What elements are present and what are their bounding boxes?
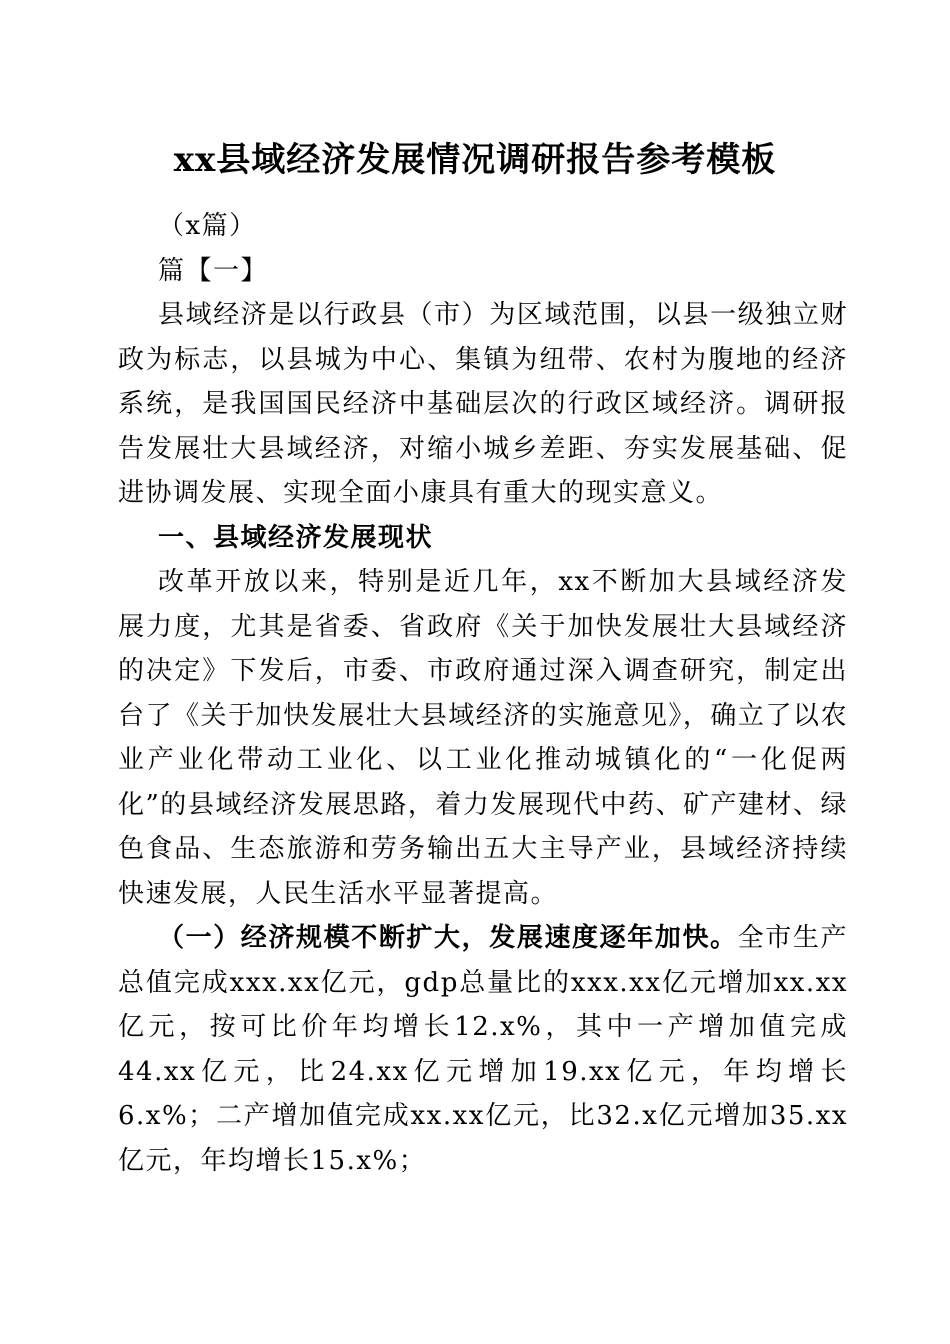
paragraph-status: 改革开放以来，特别是近几年，xx不断加大县域经济发展力度，尤其是省委、省政府《关于加快发展壮大县域经济的决定》下发后，市委、市政府通过深入调查研究，制定出台了《关于加快发展壮大县域经济的实施意见》，确立了以农业产业化带动工业化、以工业化推动城镇化的“一化促两化”的县域经济发展思路，着力发展现代中药、矿产建材、绿色食品、生态旅游和劳务输出五大主导产业，县域经济持续快速发展，人民生活水平显著提高。: [118, 567, 848, 909]
document-body: [118, 204, 848, 1183]
document-subtitle: （x篇）: [158, 211, 257, 241]
paragraph-economic-scale: [118, 916, 848, 1183]
paragraph-intro: 县域经济是以行政县（市）为区域范围，以县一级独立财政为标志，以县城为中心、集镇为纽带、农村为腹地的经济系统，是我国国民经济中基础层次的行政区域经济。调研报告发展壮大县域经济，对缩小城乡差距、夯实发展基础、促进协调发展、实现全面小康具有重大的现实意义。: [118, 300, 848, 508]
paragraph-economic-scale-body: 全市生产总值完成xxx.xx亿元，gdp总量比的xxx.xx亿元增加xx.xx亿元，按可比价年均增长12.x%，其中一产增加值完成44.xx亿元，比24.xx亿元增加19.xx亿元，年均增长6.x%；二产增加值完成xx.xx亿元，比32.x亿元增加35.xx亿元，年均增长15.x%；: [118, 923, 848, 1176]
part-label: 篇【一】: [158, 255, 269, 286]
document-title: xx县域经济发展情况调研报告参考模板: [173, 140, 777, 180]
subsection-heading: （一）经济规模不断扩大，发展速度逐年加快。: [158, 923, 738, 953]
section-heading: 一、县域经济发展现状: [158, 522, 434, 553]
